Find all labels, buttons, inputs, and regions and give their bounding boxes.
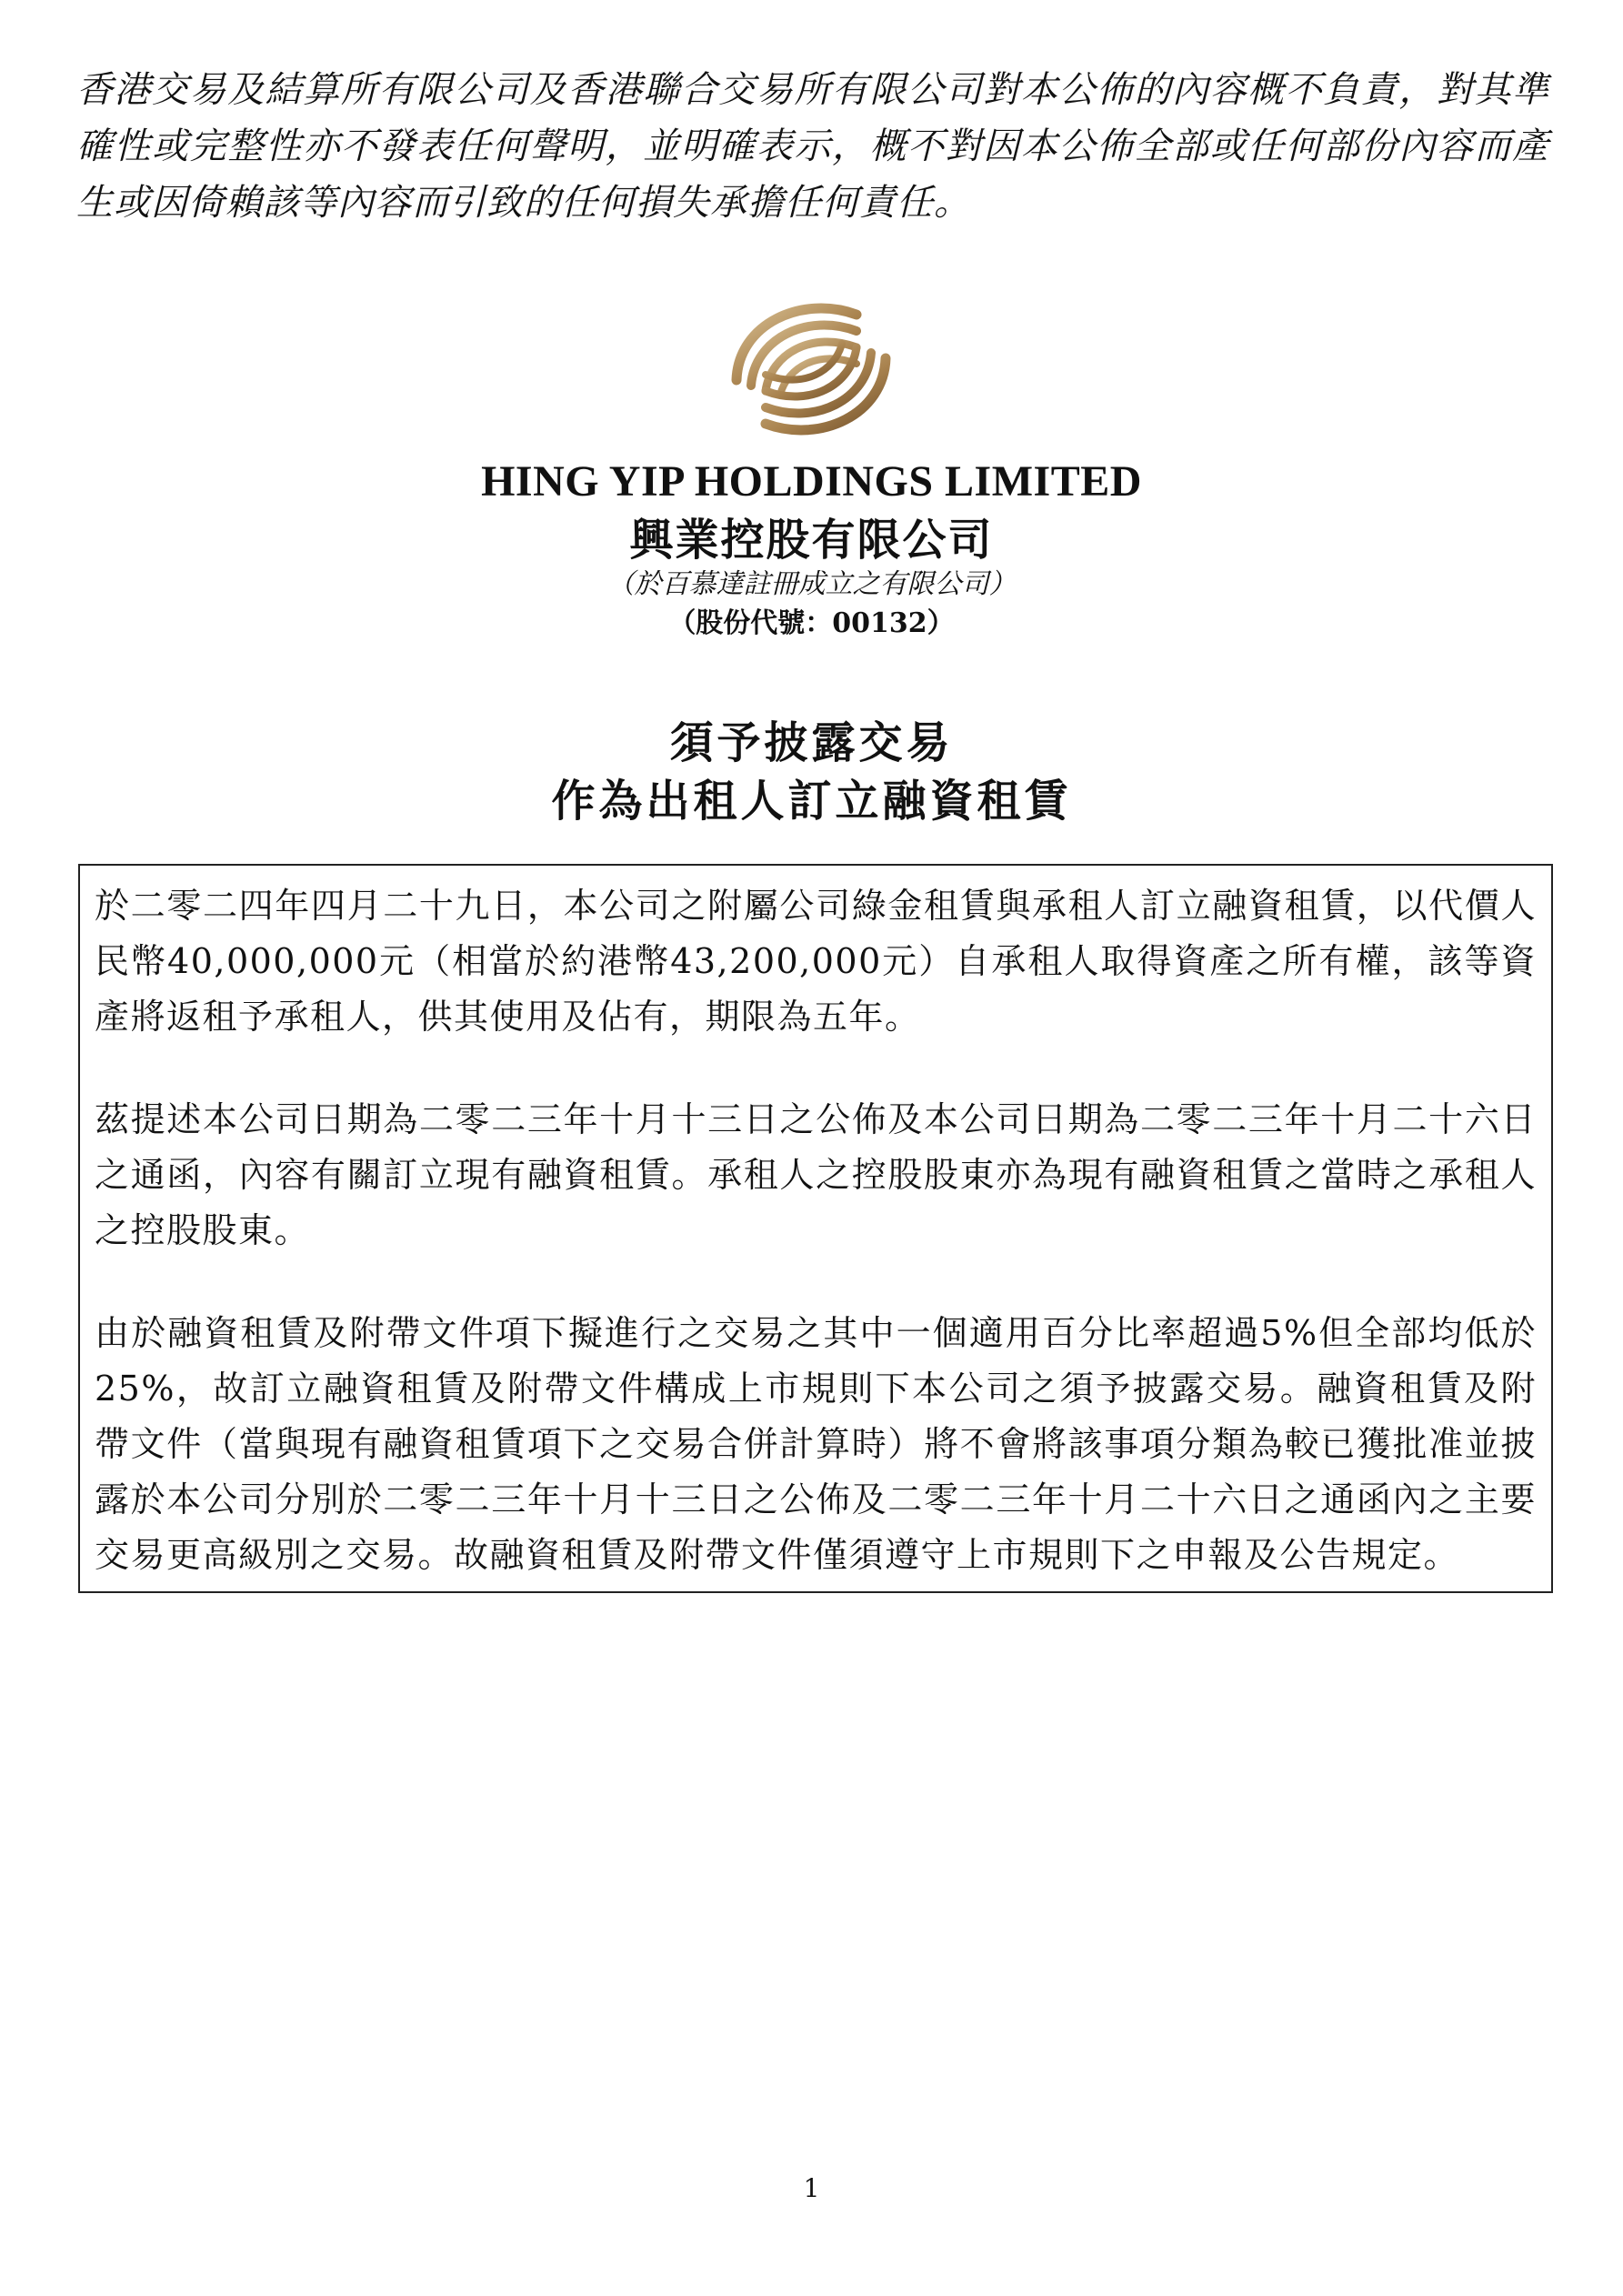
company-name-zh: 興業控股有限公司 <box>629 515 994 566</box>
announcement-title-line1: 須予披露交易 <box>669 717 954 768</box>
stock-code: （股份代號：00132） <box>668 607 955 639</box>
disclaimer-text: 香港交易及結算所有限公司及香港聯合交易所有限公司對本公佈的內容概不負責，對其準確性或完整性亦不發表任何聲明，並明確表示，概不對因本公佈全部或任何部份內容而產生或因倚賴該等內容而引致的任何損失承擔任何責任。 <box>76 69 1549 224</box>
incorporation-note: （於百慕達註冊成立之有限公司） <box>606 568 1017 600</box>
summary-paragraph: 於二零二四年四月二十九日，本公司之附屬公司綠金租賃與承租人訂立融資租賃，以代價人民幣40,000,000元（相當於約港幣43,200,000元）自承租人取得資產之所有權，該等資產將返租予承租人，供其使用及佔有，期限為五年。 <box>95 886 1537 1037</box>
page-number: 1 <box>803 2173 820 2203</box>
summary-paragraph: 茲提述本公司日期為二零二三年十月十三日之公佈及本公司日期為二零二三年十月二十六日之通函，內容有關訂立現有融資租賃。承租人之控股股東亦為現有融資租賃之當時之承租人之控股股東。 <box>95 1099 1537 1250</box>
summary-paragraph: 由於融資租賃及附帶文件項下擬進行之交易之其中一個適用百分比率超過5%但全部均低於25%，故訂立融資租賃及附帶文件構成上市規則下本公司之須予披露交易。融資租賃及附帶文件（當與現有融資租賃項下之交易合併計算時）將不會將該事項分類為較已獲批准並披露於本公司分別於二零二三年十月十三日之公佈及二零二三年十月二十六日之通函內之主要交易更高級別之交易。故融資租賃及附帶文件僅須遵守上市規則下之申報及公告規定。 <box>95 1313 1537 1575</box>
summary-box <box>78 864 1553 1593</box>
hing-yip-swirl-logo <box>720 278 902 460</box>
announcement-title-line2: 作為出租人訂立融資租賃 <box>551 776 1072 827</box>
company-name-en: HING YIP HOLDINGS LIMITED <box>481 457 1142 506</box>
